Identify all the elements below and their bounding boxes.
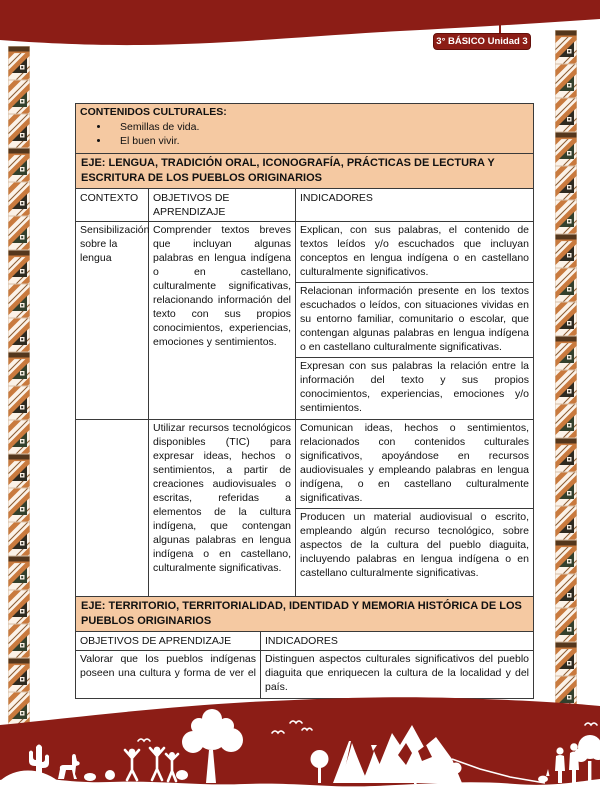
indicador-cell: Expresan con sus palabras la relación entre la información del texto y sus propios conocimientos, experiencias, emociones y/o sentimientos.: [296, 358, 534, 420]
column-header-objetivos: OBJETIVOS DE APRENDIZAJE: [76, 632, 261, 651]
column-header-objetivos: OBJETIVOS DE APRENDIZAJE: [149, 189, 296, 222]
eje2-title: EJE: TERRITORIO, TERRITORIALIDAD, IDENTIDAD Y MEMORIA HISTÓRICA DE LOS PUEBLOS ORIGINARIOS: [76, 597, 534, 632]
unit-badge-label: 3° BÁSICO Unidad 3: [436, 36, 528, 47]
andean-pattern-strip-right: [555, 30, 577, 710]
objetivo-cell: Comprender textos breves que incluyan algunas palabras en lengua indígena o en castellano, culturalmente significativas, relacionando información del texto con sus propios conocimientos, experiencias, emociones y sentimientos.: [149, 222, 296, 420]
list-item: • Semillas de vida.: [110, 120, 529, 134]
eje1-title: EJE: LENGUA, TRADICIÓN ORAL, ICONOGRAFÍA, PRÁCTICAS DE LECTURA Y ESCRITURA DE LOS PUEBLOS ORIGINARIOS: [76, 154, 534, 189]
indicador-cell: Comunican ideas, hechos o sentimientos, relacionados con contenidos culturales significativos, apoyándose en recursos audiovisuales y empleando palabras en lengua indígena, o en castellano culturalmente significativas.: [296, 420, 534, 509]
contexto-cell: [76, 420, 149, 597]
column-header-contexto: CONTEXTO: [76, 189, 149, 222]
eje2-table: [75, 596, 534, 699]
contexto-cell: Sensibilización sobre la lengua: [76, 222, 149, 420]
contenidos-culturales-cell: [76, 104, 534, 154]
column-header-indicadores: INDICADORES: [296, 189, 534, 222]
eje1-table: [75, 103, 534, 597]
indicador-cell: Relacionan información presente en los textos escuchados o leídos, con situaciones vividas en su entorno familiar, comunitario o escolar, que contengan algunas palabras en lengua indígena o en castellano culturalmente significativas.: [296, 283, 534, 358]
objetivo-cell: Utilizar recursos tecnológicos disponibles (TIC) para expresar ideas, hechos o sentimientos, a partir de creaciones audiovisuales o escritas, referidas a elementos de la cultura indígena, que contengan algunas palabras en lengua indígena o en castellano, culturalmente significativas.: [149, 420, 296, 597]
andean-pattern-strip-left: [8, 46, 30, 726]
list-item: • El buen vivir.: [110, 134, 529, 148]
curriculum-content: [75, 103, 533, 699]
contenidos-culturales-list: [110, 120, 529, 148]
indicador-cell: Producen un material audiovisual o escrito, empleando algún recurso tecnológico, sobre aspectos de la cultura del pueblo diaguita, incluyendo palabras en lengua indígena o en castellano culturalmente significativas.: [296, 509, 534, 597]
unit-badge: [433, 33, 531, 50]
indicador-cell: Distinguen aspectos culturales significativos del pueblo diaguita que enriquecen la cultura de la localidad y del país.: [261, 651, 534, 699]
indicador-cell: Explican, con sus palabras, el contenido de textos leídos y/o escuchados que incluyan conceptos en lengua indígena o en castellano culturalmente significativos.: [296, 222, 534, 283]
objetivo-cell: Valorar que los pueblos indígenas poseen una cultura y forma de ver el: [76, 651, 261, 699]
column-header-indicadores: INDICADORES: [261, 632, 534, 651]
landscape-silhouette: [0, 695, 600, 800]
contenidos-culturales-title: CONTENIDOS CULTURALES:: [80, 106, 227, 118]
